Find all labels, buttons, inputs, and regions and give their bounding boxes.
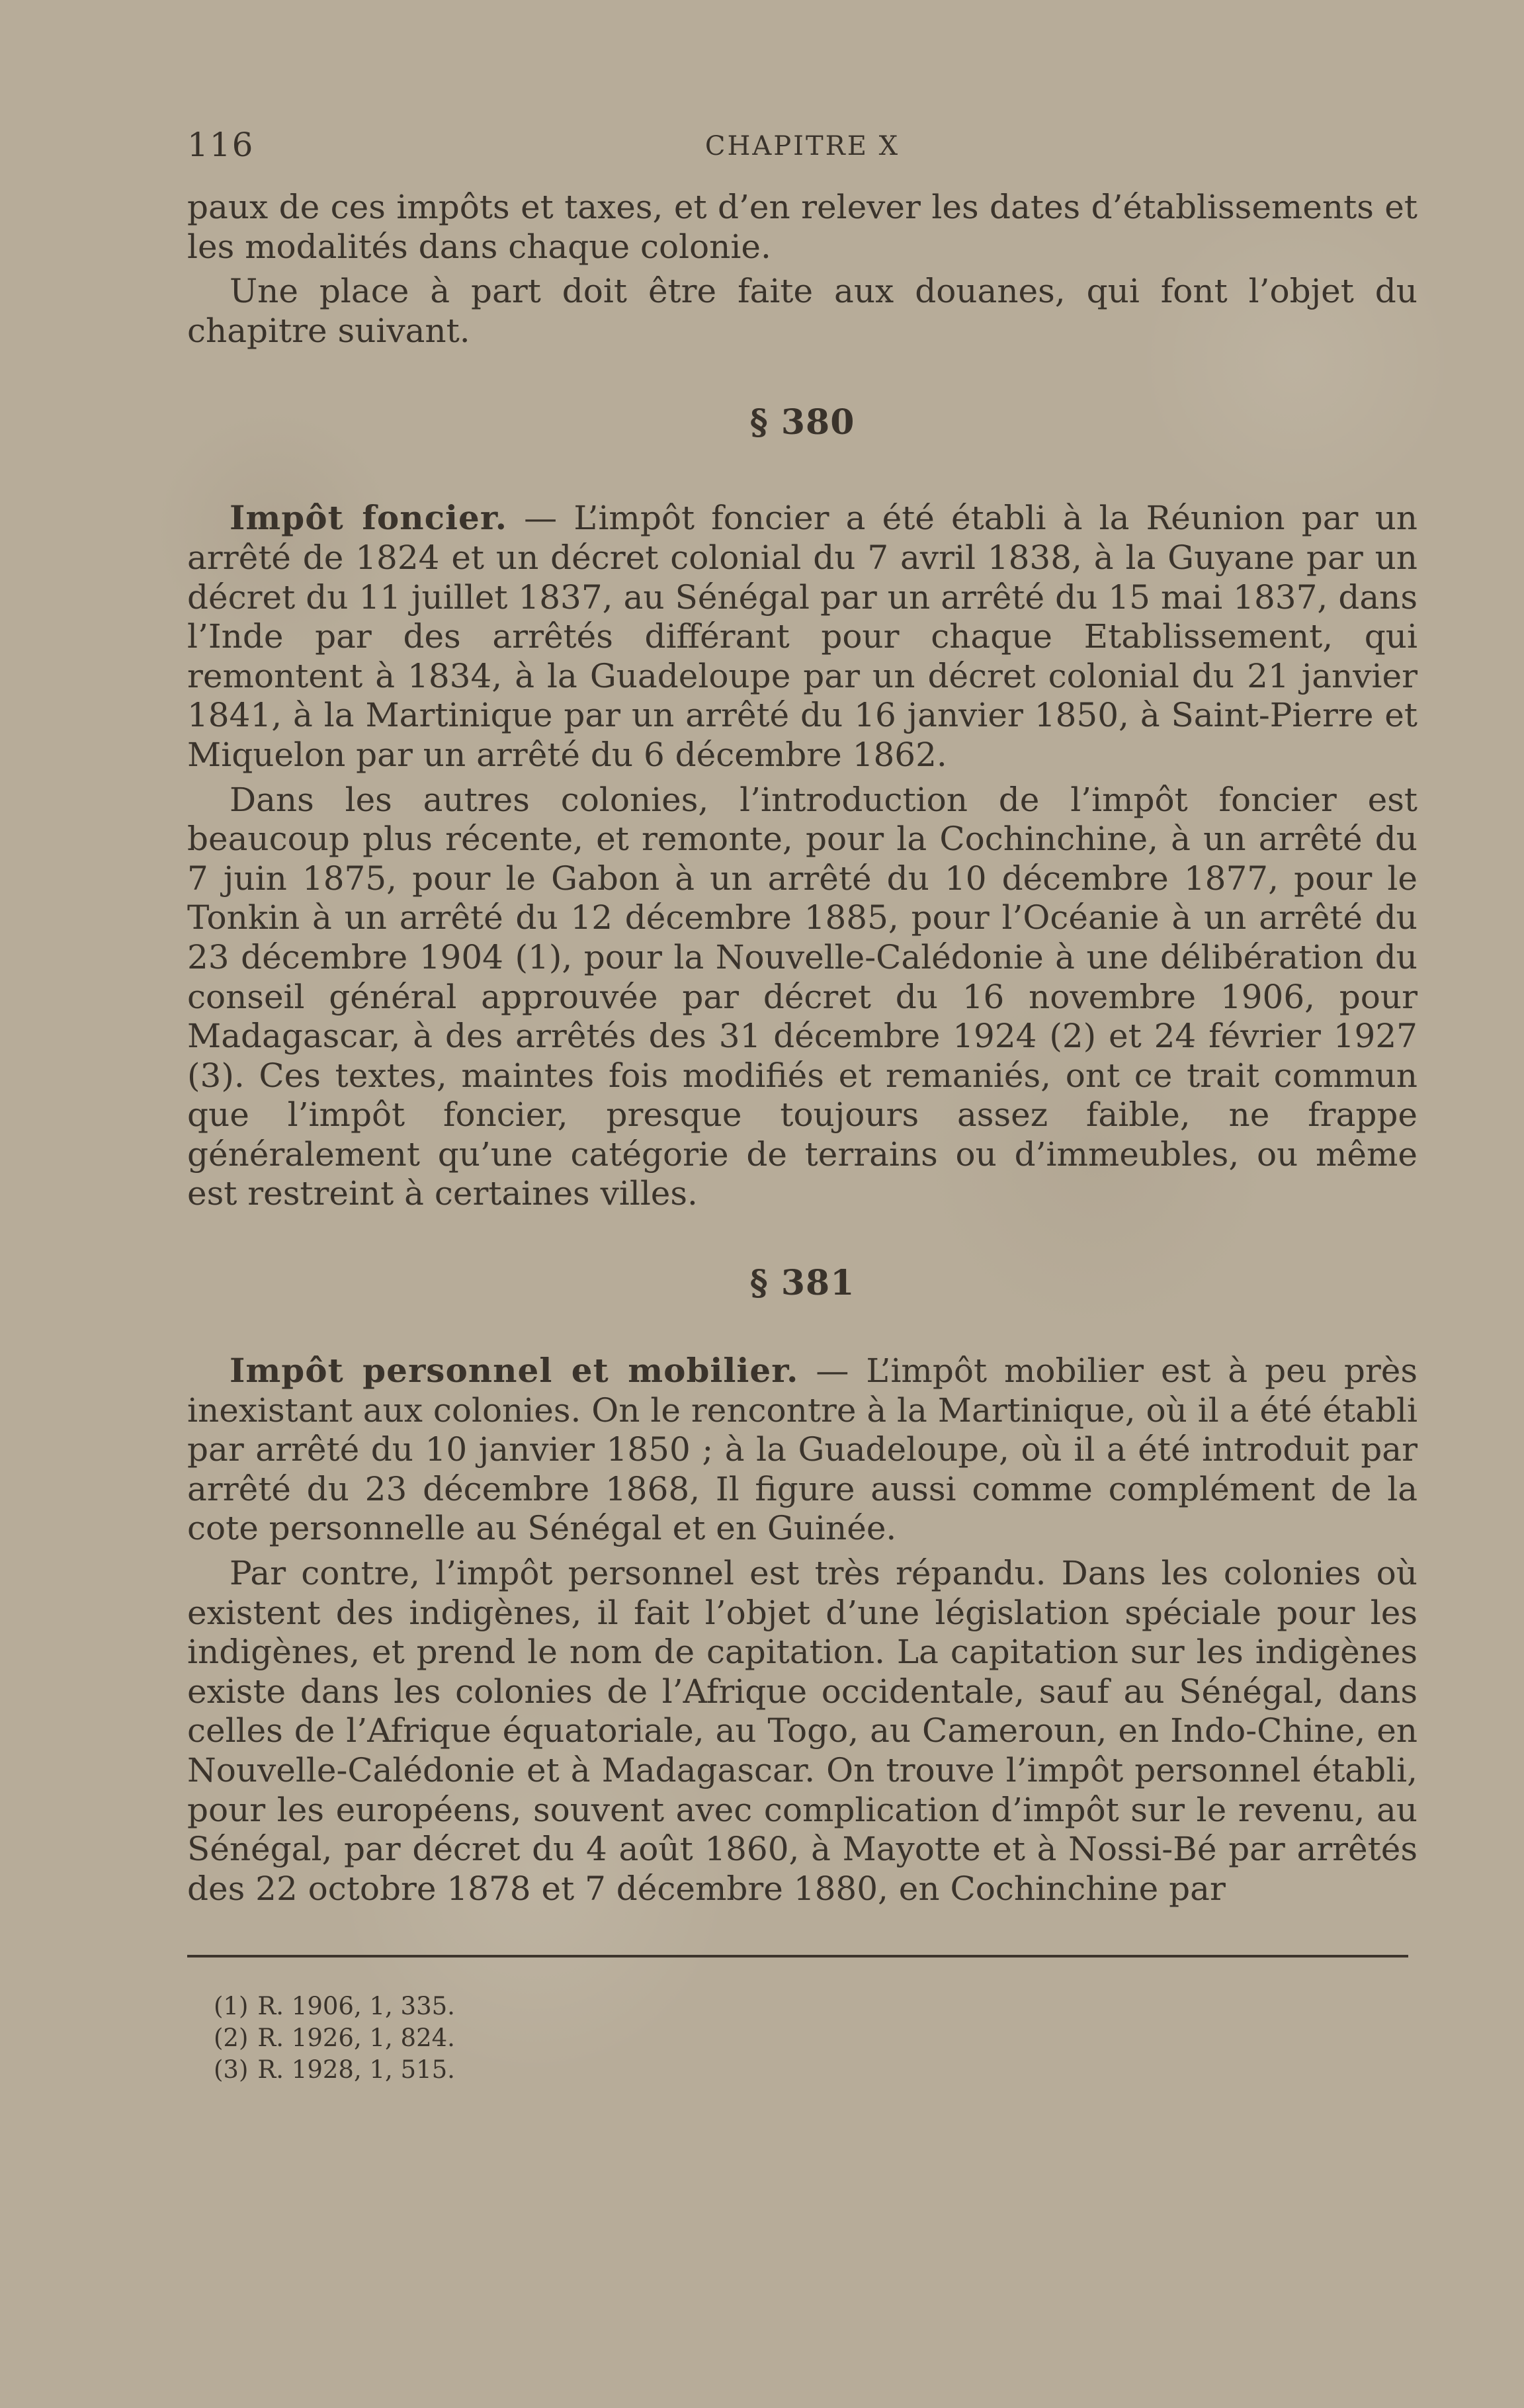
section-381-paragraph-1-body: — L’impôt mobilier est à peu près inexistant aux colonies. On le rencontre à la Martinique, où il a été établi par arrêté du 10 janvier 1850 ; à la Guadeloupe, où il a été introduit par arrêté du 23 décembre 1868, Il figure aussi comme complément de la cote personnelle au Sénégal et en Guinée.	[187, 1352, 1418, 1548]
page-header	[187, 126, 1418, 179]
footnote	[214, 2054, 1418, 2086]
footnote	[214, 2022, 1418, 2054]
running-head: CHAPITRE X	[704, 131, 900, 161]
section-380-paragraph-2: Dans les autres colonies, l’introduction de l’impôt foncier est beaucoup plus récente, et remonte, pour la Cochinchine, à un arrêté du 7 juin 1875, pour le Gabon à un arrêté du 10 décembre 1877, pour le Tonkin à un arrêté du 12 décembre 1885, pour l’Océanie à un arrêté du 23 décembre 1904 (1), pour la Nouvelle-Calédonie à une délibération du conseil général approuvée par décret du 16 novembre 1906, pour Madagascar, à des arrêtés des 31 décembre 1924 (2) et 24 février 1927 (3). Ces textes, maintes fois modifiés et remaniés, ont ce trait commun que l’impôt foncier, presque toujours assez faible, ne frappe généralement qu’une catégorie de terrains ou d’immeubles, ou même est restreint à certaines villes.	[187, 780, 1418, 1213]
section-380-title: Impôt foncier.	[230, 498, 507, 538]
footnotes	[214, 1991, 1418, 2086]
section-381-heading: § 381	[749, 1263, 855, 1304]
section-381-title: Impôt personnel et mobilier.	[230, 1351, 799, 1391]
footnote-number: (3)	[214, 2055, 249, 2085]
section-381-paragraph-2: Par contre, l’impôt personnel est très répandu. Dans les colonies où existent des indigènes, il fait l’objet d’une législation spéciale pour les indigènes, et prend le nom de capitation. La capitation sur les indigènes existe dans les colonies de l’Afrique occidentale, sauf au Sénégal, dans celles de l’Afrique équatoriale, au Togo, au Cameroun, en Indo-Chine, en Nouvelle-Calédonie et à Madagascar. On trouve l’impôt personnel établi, pour les européens, souvent avec complication d’impôt sur le revenu, au Sénégal, par décret du 4 août 1860, à Mayotte et à Nossi-Bé par arrêtés des 22 octobre 1878 et 7 décembre 1880, en Cochinchine par	[187, 1554, 1418, 1908]
footnote-reference: R. 1906, 1, 335.	[257, 1992, 455, 2021]
footnote	[214, 1991, 1418, 2022]
section-380-paragraph-1-body: — L’impôt foncier a été établi à la Réunion par un arrêté de 1824 et un décret colonial du 7 avril 1838, à la Guyane par un décret du 11 juillet 1837, au Sénégal par un arrêté du 15 mai 1837, dans l’Inde par des arrêtés différant pour chaque Etablissement, qui remontent à 1834, à la Guadeloupe par un décret colonial du 21 janvier 1841, à la Martinique par un arrêté du 16 janvier 1850, à Saint-Pierre et Miquelon par un arrêté du 6 décembre 1862.	[187, 499, 1418, 774]
footnote-number: (2)	[214, 2024, 249, 2053]
section-380-paragraph-1	[187, 498, 1418, 775]
footnote-number: (1)	[214, 1992, 249, 2021]
footnote-divider	[187, 1955, 1408, 1957]
page-number: 116	[187, 126, 255, 164]
footnote-reference: R. 1928, 1, 515.	[257, 2055, 455, 2085]
footnote-reference: R. 1926, 1, 824.	[257, 2024, 455, 2053]
section-380-heading: § 380	[749, 402, 855, 443]
intro-paragraph-continued: paux de ces impôts et taxes, et d’en relever les dates d’établissements et les modalités dans chaque colonie.	[187, 188, 1418, 266]
book-page	[187, 126, 1418, 2086]
intro-paragraph: Une place à part doit être faite aux douanes, qui font l’objet du chapitre suivant.	[187, 272, 1418, 350]
section-381-paragraph-1	[187, 1351, 1418, 1549]
